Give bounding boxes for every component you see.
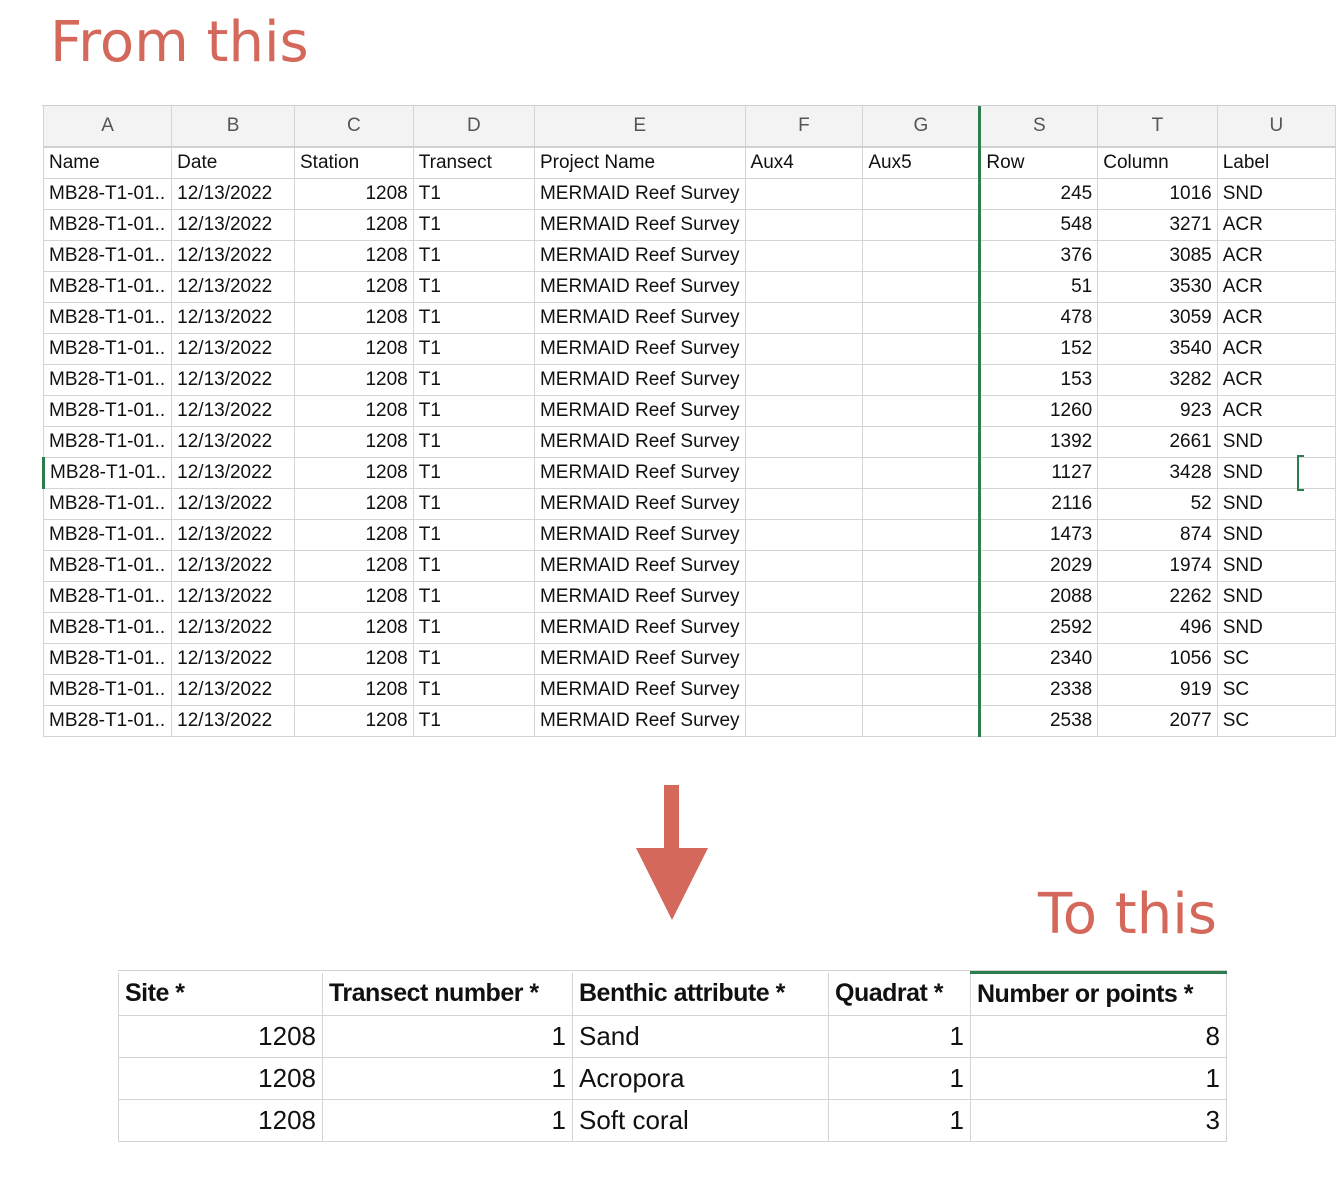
header-cell-column[interactable]: Column bbox=[1098, 147, 1217, 179]
cell-transect-number[interactable]: 1 bbox=[323, 1100, 573, 1142]
cell-number-of-points[interactable]: 8 bbox=[971, 1016, 1227, 1058]
cell-date[interactable]: 12/13/2022 bbox=[172, 520, 295, 551]
cell-column[interactable]: 1016 bbox=[1098, 179, 1217, 210]
cell-number-of-points[interactable]: 1 bbox=[971, 1058, 1227, 1100]
cell-row[interactable]: 1260 bbox=[980, 396, 1098, 427]
cell-aux4[interactable] bbox=[745, 520, 863, 551]
header-cell-transect[interactable]: Transect bbox=[413, 147, 534, 179]
cell-aux4[interactable] bbox=[745, 365, 863, 396]
table-row bbox=[44, 241, 1336, 272]
cell-site[interactable]: 1208 bbox=[119, 1016, 323, 1058]
column-header-d[interactable]: D bbox=[413, 106, 534, 147]
cell-aux4[interactable] bbox=[745, 427, 863, 458]
cell-aux5[interactable] bbox=[863, 334, 980, 365]
table-row bbox=[44, 551, 1336, 582]
cell-date[interactable]: 12/13/2022 bbox=[172, 551, 295, 582]
cell-aux5[interactable] bbox=[863, 675, 980, 706]
header-cell-date[interactable]: Date bbox=[172, 147, 295, 179]
cell-row[interactable]: 548 bbox=[980, 210, 1098, 241]
cell-project-name[interactable]: MERMAID Reef Survey bbox=[534, 613, 745, 644]
cell-row[interactable]: 1392 bbox=[980, 427, 1098, 458]
cell-station[interactable]: 1208 bbox=[295, 303, 414, 334]
cell-station[interactable]: 1208 bbox=[295, 706, 414, 737]
cell-project-name[interactable]: MERMAID Reef Survey bbox=[534, 365, 745, 396]
source-spreadsheet bbox=[42, 105, 1336, 737]
cell-date[interactable]: 12/13/2022 bbox=[172, 644, 295, 675]
cell-project-name[interactable]: MERMAID Reef Survey bbox=[534, 675, 745, 706]
cell-name[interactable]: MB28-T1-01.. bbox=[44, 272, 172, 303]
cell-transect[interactable]: T1 bbox=[413, 675, 534, 706]
cell-label[interactable]: SND bbox=[1217, 613, 1335, 644]
header-cell-name[interactable]: Name bbox=[44, 147, 172, 179]
table-row bbox=[119, 1016, 1227, 1058]
cell-aux5[interactable] bbox=[863, 210, 980, 241]
cell-project-name[interactable]: MERMAID Reef Survey bbox=[534, 303, 745, 334]
cell-project-name[interactable]: MERMAID Reef Survey bbox=[534, 334, 745, 365]
column-header-t[interactable]: T bbox=[1098, 106, 1217, 147]
cell-station[interactable]: 1208 bbox=[295, 272, 414, 303]
cell-benthic-attribute[interactable]: Sand bbox=[573, 1016, 829, 1058]
cell-benthic-attribute[interactable]: Acropora bbox=[573, 1058, 829, 1100]
cell-quadrat[interactable]: 1 bbox=[829, 1100, 971, 1142]
table-row bbox=[44, 520, 1336, 551]
cell-name[interactable]: MB28-T1-01.. bbox=[44, 334, 172, 365]
cell-label[interactable]: SND bbox=[1217, 427, 1335, 458]
cell-aux4[interactable] bbox=[745, 582, 863, 613]
header-cell-project-name[interactable]: Project Name bbox=[534, 147, 745, 179]
cell-label[interactable]: SC bbox=[1217, 644, 1335, 675]
cell-date[interactable]: 12/13/2022 bbox=[172, 427, 295, 458]
cell-number-of-points[interactable]: 3 bbox=[971, 1100, 1227, 1142]
cell-row[interactable]: 478 bbox=[980, 303, 1098, 334]
table-row bbox=[44, 210, 1336, 241]
cell-date[interactable]: 12/13/2022 bbox=[172, 458, 295, 489]
cell-transect[interactable]: T1 bbox=[413, 613, 534, 644]
cell-column[interactable]: 874 bbox=[1098, 520, 1217, 551]
cell-aux4[interactable] bbox=[745, 644, 863, 675]
cell-site[interactable]: 1208 bbox=[119, 1058, 323, 1100]
cell-transect[interactable]: T1 bbox=[413, 241, 534, 272]
cell-name[interactable]: MB28-T1-01.. bbox=[44, 706, 172, 737]
cell-station[interactable]: 1208 bbox=[295, 582, 414, 613]
cell-project-name[interactable]: MERMAID Reef Survey bbox=[534, 396, 745, 427]
cell-name[interactable]: MB28-T1-01.. bbox=[44, 241, 172, 272]
cell-aux4[interactable] bbox=[745, 396, 863, 427]
cell-project-name[interactable]: MERMAID Reef Survey bbox=[534, 179, 745, 210]
cell-aux4[interactable] bbox=[745, 489, 863, 520]
cell-quadrat[interactable]: 1 bbox=[829, 1058, 971, 1100]
cell-date[interactable]: 12/13/2022 bbox=[172, 489, 295, 520]
cell-name[interactable]: MB28-T1-01.. bbox=[44, 582, 172, 613]
cell-transect[interactable]: T1 bbox=[413, 210, 534, 241]
table-row bbox=[44, 489, 1336, 520]
cell-transect[interactable]: T1 bbox=[413, 303, 534, 334]
cell-transect[interactable]: T1 bbox=[413, 427, 534, 458]
cell-label[interactable]: SND bbox=[1217, 582, 1335, 613]
cell-aux5[interactable] bbox=[863, 613, 980, 644]
cell-project-name[interactable]: MERMAID Reef Survey bbox=[534, 706, 745, 737]
cell-row[interactable]: 2029 bbox=[980, 551, 1098, 582]
header-benthic-attribute[interactable]: Benthic attribute * bbox=[573, 973, 829, 1016]
cell-label[interactable]: ACR bbox=[1217, 210, 1335, 241]
cell-name[interactable]: MB28-T1-01.. bbox=[44, 210, 172, 241]
cell-aux4[interactable] bbox=[745, 613, 863, 644]
column-header-g[interactable]: G bbox=[863, 106, 980, 147]
cell-name[interactable]: MB28-T1-01.. bbox=[44, 613, 172, 644]
cell-date[interactable]: 12/13/2022 bbox=[172, 272, 295, 303]
table-row bbox=[44, 334, 1336, 365]
cell-row[interactable]: 2592 bbox=[980, 613, 1098, 644]
column-header-u[interactable]: U bbox=[1217, 106, 1335, 147]
cell-column[interactable]: 3428 bbox=[1098, 458, 1217, 489]
cell-aux5[interactable] bbox=[863, 458, 980, 489]
cell-row[interactable]: 153 bbox=[980, 365, 1098, 396]
cell-aux5[interactable] bbox=[863, 489, 980, 520]
target-header-row bbox=[119, 973, 1227, 1016]
cell-station[interactable]: 1208 bbox=[295, 210, 414, 241]
table-row bbox=[44, 458, 1336, 489]
cell-aux4[interactable] bbox=[745, 706, 863, 737]
cell-transect[interactable]: T1 bbox=[413, 551, 534, 582]
column-header-e[interactable]: E bbox=[534, 106, 745, 147]
cell-aux5[interactable] bbox=[863, 706, 980, 737]
cell-aux4[interactable] bbox=[745, 241, 863, 272]
cell-project-name[interactable]: MERMAID Reef Survey bbox=[534, 582, 745, 613]
cell-transect[interactable]: T1 bbox=[413, 179, 534, 210]
cell-column[interactable]: 2077 bbox=[1098, 706, 1217, 737]
cell-column[interactable]: 52 bbox=[1098, 489, 1217, 520]
table-row bbox=[119, 1058, 1227, 1100]
cell-aux4[interactable] bbox=[745, 210, 863, 241]
cell-column[interactable]: 923 bbox=[1098, 396, 1217, 427]
cell-station[interactable]: 1208 bbox=[295, 396, 414, 427]
cell-date[interactable]: 12/13/2022 bbox=[172, 334, 295, 365]
cell-transect[interactable]: T1 bbox=[413, 272, 534, 303]
cell-station[interactable]: 1208 bbox=[295, 458, 414, 489]
cell-column[interactable]: 3085 bbox=[1098, 241, 1217, 272]
cell-column[interactable]: 1056 bbox=[1098, 644, 1217, 675]
column-header-c[interactable]: C bbox=[295, 106, 414, 147]
header-site[interactable]: Site * bbox=[119, 973, 323, 1016]
cell-project-name[interactable]: MERMAID Reef Survey bbox=[534, 427, 745, 458]
cell-aux5[interactable] bbox=[863, 644, 980, 675]
cell-aux4[interactable] bbox=[745, 334, 863, 365]
cell-date[interactable]: 12/13/2022 bbox=[172, 303, 295, 334]
cell-aux5[interactable] bbox=[863, 551, 980, 582]
cell-aux5[interactable] bbox=[863, 520, 980, 551]
cell-aux5[interactable] bbox=[863, 396, 980, 427]
cell-site[interactable]: 1208 bbox=[119, 1100, 323, 1142]
cell-column[interactable]: 2661 bbox=[1098, 427, 1217, 458]
table-row bbox=[44, 179, 1336, 210]
cell-label[interactable]: SND bbox=[1217, 520, 1335, 551]
cell-label[interactable]: SND bbox=[1217, 179, 1335, 210]
cell-name[interactable]: MB28-T1-01.. bbox=[44, 396, 172, 427]
cell-name[interactable]: MB28-T1-01.. bbox=[44, 303, 172, 334]
cell-date[interactable]: 12/13/2022 bbox=[172, 706, 295, 737]
cell-date[interactable]: 12/13/2022 bbox=[172, 675, 295, 706]
cell-date[interactable]: 12/13/2022 bbox=[172, 396, 295, 427]
cell-aux5[interactable] bbox=[863, 582, 980, 613]
table-row bbox=[44, 675, 1336, 706]
cell-station[interactable]: 1208 bbox=[295, 551, 414, 582]
cell-name[interactable]: MB28-T1-01.. bbox=[44, 458, 172, 489]
cell-aux5[interactable] bbox=[863, 272, 980, 303]
cell-project-name[interactable]: MERMAID Reef Survey bbox=[534, 210, 745, 241]
table-row bbox=[44, 613, 1336, 644]
selection-marker bbox=[1297, 455, 1304, 491]
cell-row[interactable]: 2088 bbox=[980, 582, 1098, 613]
table-row bbox=[44, 644, 1336, 675]
cell-station[interactable]: 1208 bbox=[295, 334, 414, 365]
cell-label[interactable]: ACR bbox=[1217, 334, 1335, 365]
cell-column[interactable]: 3530 bbox=[1098, 272, 1217, 303]
column-header-f[interactable]: F bbox=[745, 106, 863, 147]
cell-aux4[interactable] bbox=[745, 458, 863, 489]
cell-project-name[interactable]: MERMAID Reef Survey bbox=[534, 272, 745, 303]
column-header-b[interactable]: B bbox=[172, 106, 295, 147]
cell-transect[interactable]: T1 bbox=[413, 489, 534, 520]
cell-transect[interactable]: T1 bbox=[413, 365, 534, 396]
cell-row[interactable]: 2538 bbox=[980, 706, 1098, 737]
cell-project-name[interactable]: MERMAID Reef Survey bbox=[534, 458, 745, 489]
header-cell-row[interactable]: Row bbox=[980, 147, 1098, 179]
cell-aux5[interactable] bbox=[863, 427, 980, 458]
cell-label[interactable]: SC bbox=[1217, 675, 1335, 706]
table-row bbox=[44, 427, 1336, 458]
table-row bbox=[44, 396, 1336, 427]
cell-name[interactable]: MB28-T1-01.. bbox=[44, 520, 172, 551]
cell-aux4[interactable] bbox=[745, 303, 863, 334]
cell-transect-number[interactable]: 1 bbox=[323, 1058, 573, 1100]
header-quadrat[interactable]: Quadrat * bbox=[829, 973, 971, 1016]
column-header-s[interactable]: S bbox=[980, 106, 1098, 147]
cell-date[interactable]: 12/13/2022 bbox=[172, 613, 295, 644]
cell-name[interactable]: MB28-T1-01.. bbox=[44, 551, 172, 582]
header-transect-number[interactable]: Transect number * bbox=[323, 973, 573, 1016]
cell-column[interactable]: 3271 bbox=[1098, 210, 1217, 241]
arrow-down-icon bbox=[636, 785, 708, 920]
cell-transect[interactable]: T1 bbox=[413, 458, 534, 489]
cell-label[interactable]: SC bbox=[1217, 706, 1335, 737]
cell-label[interactable]: ACR bbox=[1217, 272, 1335, 303]
cell-transect[interactable]: T1 bbox=[413, 644, 534, 675]
from-this-label: From this bbox=[50, 10, 309, 75]
cell-row[interactable]: 2340 bbox=[980, 644, 1098, 675]
cell-station[interactable]: 1208 bbox=[295, 179, 414, 210]
cell-transect[interactable]: T1 bbox=[413, 582, 534, 613]
cell-station[interactable]: 1208 bbox=[295, 675, 414, 706]
cell-transect-number[interactable]: 1 bbox=[323, 1016, 573, 1058]
cell-project-name[interactable]: MERMAID Reef Survey bbox=[534, 489, 745, 520]
table-row bbox=[119, 1100, 1227, 1142]
cell-station[interactable]: 1208 bbox=[295, 520, 414, 551]
header-number-of-points[interactable]: Number or points * bbox=[971, 973, 1227, 1016]
cell-project-name[interactable]: MERMAID Reef Survey bbox=[534, 241, 745, 272]
cell-column[interactable]: 3282 bbox=[1098, 365, 1217, 396]
cell-date[interactable]: 12/13/2022 bbox=[172, 582, 295, 613]
cell-station[interactable]: 1208 bbox=[295, 365, 414, 396]
cell-quadrat[interactable]: 1 bbox=[829, 1016, 971, 1058]
cell-project-name[interactable]: MERMAID Reef Survey bbox=[534, 551, 745, 582]
cell-station[interactable]: 1208 bbox=[295, 613, 414, 644]
cell-project-name[interactable]: MERMAID Reef Survey bbox=[534, 520, 745, 551]
cell-aux5[interactable] bbox=[863, 365, 980, 396]
table-row bbox=[44, 272, 1336, 303]
cell-name[interactable]: MB28-T1-01.. bbox=[44, 179, 172, 210]
column-letter-header-row bbox=[44, 106, 1336, 147]
cell-station[interactable]: 1208 bbox=[295, 489, 414, 520]
header-cell-station[interactable]: Station bbox=[295, 147, 414, 179]
cell-transect[interactable]: T1 bbox=[413, 334, 534, 365]
cell-label[interactable]: ACR bbox=[1217, 303, 1335, 334]
cell-row[interactable]: 1127 bbox=[980, 458, 1098, 489]
cell-name[interactable]: MB28-T1-01.. bbox=[44, 365, 172, 396]
cell-name[interactable]: MB28-T1-01.. bbox=[44, 427, 172, 458]
cell-column[interactable]: 919 bbox=[1098, 675, 1217, 706]
cell-name[interactable]: MB28-T1-01.. bbox=[44, 489, 172, 520]
cell-label[interactable]: ACR bbox=[1217, 241, 1335, 272]
table-row bbox=[44, 303, 1336, 334]
cell-label[interactable]: SND bbox=[1217, 551, 1335, 582]
cell-row[interactable]: 152 bbox=[980, 334, 1098, 365]
cell-aux4[interactable] bbox=[745, 551, 863, 582]
cell-label[interactable]: ACR bbox=[1217, 365, 1335, 396]
cell-column[interactable]: 1974 bbox=[1098, 551, 1217, 582]
table-row bbox=[44, 706, 1336, 737]
cell-label[interactable]: ACR bbox=[1217, 396, 1335, 427]
cell-date[interactable]: 12/13/2022 bbox=[172, 365, 295, 396]
cell-row[interactable]: 2116 bbox=[980, 489, 1098, 520]
table-row bbox=[44, 365, 1336, 396]
cell-row[interactable]: 51 bbox=[980, 272, 1098, 303]
cell-row[interactable]: 2338 bbox=[980, 675, 1098, 706]
header-cell-label[interactable]: Label bbox=[1217, 147, 1335, 179]
cell-station[interactable]: 1208 bbox=[295, 644, 414, 675]
cell-name[interactable]: MB28-T1-01.. bbox=[44, 644, 172, 675]
cell-label[interactable]: SND bbox=[1217, 489, 1335, 520]
cell-date[interactable]: 12/13/2022 bbox=[172, 179, 295, 210]
cell-row[interactable]: 245 bbox=[980, 179, 1098, 210]
cell-transect[interactable]: T1 bbox=[413, 706, 534, 737]
cell-aux5[interactable] bbox=[863, 179, 980, 210]
target-spreadsheet bbox=[118, 970, 1227, 1142]
cell-column[interactable]: 2262 bbox=[1098, 582, 1217, 613]
cell-label[interactable]: SND bbox=[1217, 458, 1335, 489]
cell-transect[interactable]: T1 bbox=[413, 396, 534, 427]
cell-project-name[interactable]: MERMAID Reef Survey bbox=[534, 644, 745, 675]
cell-aux5[interactable] bbox=[863, 303, 980, 334]
cell-row[interactable]: 376 bbox=[980, 241, 1098, 272]
header-cell-aux4[interactable]: Aux4 bbox=[745, 147, 863, 179]
cell-column[interactable]: 3540 bbox=[1098, 334, 1217, 365]
cell-column[interactable]: 496 bbox=[1098, 613, 1217, 644]
cell-name[interactable]: MB28-T1-01.. bbox=[44, 675, 172, 706]
cell-benthic-attribute[interactable]: Soft coral bbox=[573, 1100, 829, 1142]
to-this-label: To this bbox=[1038, 882, 1217, 947]
cell-transect[interactable]: T1 bbox=[413, 520, 534, 551]
cell-date[interactable]: 12/13/2022 bbox=[172, 210, 295, 241]
cell-date[interactable]: 12/13/2022 bbox=[172, 241, 295, 272]
field-header-row bbox=[44, 147, 1336, 179]
header-cell-aux5[interactable]: Aux5 bbox=[863, 147, 980, 179]
cell-aux4[interactable] bbox=[745, 675, 863, 706]
column-header-a[interactable]: A bbox=[44, 106, 172, 147]
table-row bbox=[44, 582, 1336, 613]
cell-station[interactable]: 1208 bbox=[295, 427, 414, 458]
cell-station[interactable]: 1208 bbox=[295, 241, 414, 272]
cell-row[interactable]: 1473 bbox=[980, 520, 1098, 551]
cell-aux4[interactable] bbox=[745, 272, 863, 303]
cell-column[interactable]: 3059 bbox=[1098, 303, 1217, 334]
cell-aux4[interactable] bbox=[745, 179, 863, 210]
cell-aux5[interactable] bbox=[863, 241, 980, 272]
